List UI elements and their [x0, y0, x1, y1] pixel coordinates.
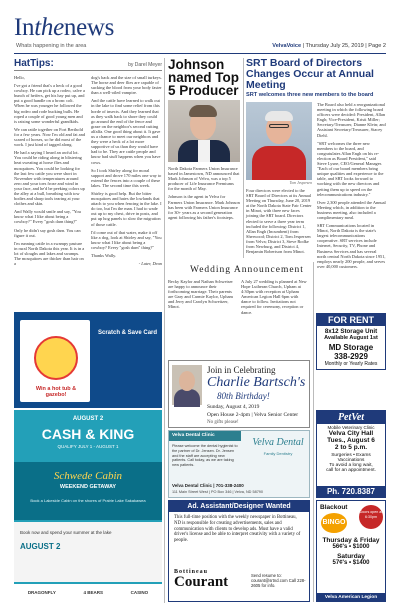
cash-title: CASH & KING	[41, 426, 135, 442]
bingo-schedule: Thursday & Friday 56¢'s • $1000 Saturday 57¢'s • $1400	[322, 537, 380, 566]
cabin-sub: WEEKEND GETAWAY	[59, 484, 117, 490]
charlie-photo	[172, 365, 202, 405]
paragraph: Johnson is the agent in Velva for Farmers Union Insurance. Mark Johnson has been with Farmers Union Insurance for 30+ years as a second generation agent following his father's footsteps.	[168, 194, 240, 220]
birthday-place: Open House 2-4pm | Velva Senior Center	[207, 412, 299, 418]
for-rent-body	[317, 328, 385, 367]
job-ad-header: Ad. Assistant/Designer Wanted	[169, 501, 309, 512]
petvet-header: PetVet	[317, 411, 385, 424]
petvet-body: Mobile Veterinary Clinic Velva City Hall Tues., August 6 2 to 5 p.m. Surgeries • Exams Vaccinations To avoid a long wait, call for an appointment.	[326, 425, 376, 473]
birthday-line: 80th Birthday!	[217, 391, 270, 401]
srt-right-col	[317, 102, 386, 272]
cash-promo	[14, 522, 162, 582]
bingo-ball: BINGO	[321, 513, 347, 533]
scratch-card-ad	[14, 312, 162, 408]
wedding-col-2: A July 27 wedding is planned at New Hope Lutheran Church, Upham at 4:30pm with reception at Upham American Legion Hall 6pm with dance to follow. Invitations not required for ceremony, reception or dance.	[241, 279, 307, 315]
wedding-col-1: Becky Kaylor and Nathan Schweiser are happy to announce their forthcoming marriage. Their parents are Gary and Carmie Kaylor, Upham and Jerry and Carolyn Schweitzer, Minot.	[168, 279, 233, 310]
promo-line: Book now and spend your summer at the lake	[20, 530, 112, 535]
paragraph: Shirley is good help. But the bitter mosquitoes and hates the lowlands that attach to you when fencing in the lake. I do too, but I'm the man. I had to wade out up to my chest, drive in posts, and put up hog panels to slow the migration of those cattle.	[91, 190, 162, 227]
paragraph: Only he didn't say gosh darn. You can figure it out.	[14, 227, 81, 238]
scratch-promo: Scratch & Save Card	[98, 330, 158, 336]
courant-logo: Bottineau Courant	[174, 569, 229, 590]
srt-subheadline: SRT welcomes three new members to the board	[246, 92, 374, 98]
hat-tips-col-2	[91, 75, 162, 269]
cash-sub: QUALIFY JULY 1 - AUGUST 1	[57, 444, 119, 449]
cash-and-king-ad	[14, 410, 162, 600]
hat-tips-header	[14, 58, 162, 71]
johnson-photo	[168, 100, 240, 162]
dental-ad	[168, 430, 310, 498]
signature: - Later, Dean	[138, 261, 162, 267]
masthead-rule	[14, 53, 386, 54]
rent-line: Available August 1st	[324, 335, 378, 341]
cabin-title: Schwede Cabin	[53, 470, 123, 482]
srt-photo	[246, 102, 312, 180]
hat-tips-title: HatTips:	[14, 58, 54, 69]
job-ad-text: This full-time position with the weekly newspaper in Bottineau, ND is responsible for creating advertisements, sales and communication with clients to develop ads. Must have a valid driver's license and be able to interpret creativity with a variety of people.	[174, 515, 301, 544]
paragraph: I've got a friend that's a heck of a good cowboy. He can pick up a rodeo, calve a bunch of heifers, get his hay put up, and put a good handle on a bronc colt. When he was younger he followed the big rodeo and rode bucking bulls. He roped a couple of good young men and is raising some wonderful grandkids.	[14, 83, 85, 124]
birthday-note: No gifts please!	[207, 420, 239, 425]
paragraph: Four directors were elected to the SRT Board of Directors at its Annual Meeting on Thursday, June 20, 2019 at the North Dakota State Fair Center in Minot, with three new faces joining the SRT board. Directors elected to serve a three year term included the following: District 1, Allan Engh (Incumbent) from Sherwood; District 2, Tom Jespersen from Velva; District 3, Steve Rodke from Newburg, and District 4, Benjamin Robertson from Minot.	[246, 188, 312, 255]
dental-address: 111 Main Street West | PO Box 346 | Velva, ND 58790	[172, 490, 264, 494]
paragraph: The Board also held a reorganizational meeting in which the following board officers were decided: President, Allan Engh; Vice-President, Kristi Miller; Secretary/Treasurer, Dianne Klein; and Assistant Secretary/Treasurer, Stacey Diehl.	[317, 102, 386, 138]
dental-header: Velva Dental Clinic	[169, 431, 241, 441]
rent-rates: Monthly or Yearly Rates	[324, 361, 378, 367]
johnson-article	[168, 58, 240, 223]
wedding-announcement	[168, 265, 310, 315]
paragraph: I'm running cattle in a swampy pasture in rural North Dakota this year. It is in a lot of sloughs and lakes and swamps. The mosquitoes are thicker than hair on a	[14, 240, 85, 267]
hat-tips-col-1	[14, 75, 85, 269]
bingo-badge: Doors open at 6:30pm	[359, 505, 383, 529]
wedding-title: Wedding Announcement	[190, 265, 304, 275]
dental-phone: Velva Dental Clinic | 701-338-2400	[172, 483, 244, 488]
birthday-ad	[168, 360, 310, 428]
star-icon	[34, 336, 78, 380]
section-title: Inthenews	[14, 14, 115, 41]
promo-date: AUGUST 2	[20, 542, 61, 551]
rent-company: MD Storage	[328, 343, 374, 352]
column-divider	[164, 58, 165, 603]
paragraph: I'd come out of that water, make it off like a dog, look at Shirley and say, "You know what I like about being a cowboy? Every "gosh darn" thing?"	[91, 229, 162, 250]
rent-phone: 338-2929	[334, 352, 368, 361]
logo-text: DRAGONFLY	[27, 589, 56, 595]
casino-logos	[14, 584, 162, 600]
job-ad	[168, 500, 310, 602]
bingo-ad	[316, 500, 386, 602]
for-rent-ad	[316, 313, 386, 370]
srt-left-text	[246, 188, 312, 254]
cabin-desc: Book a Lakeside Cabin on the shores of Prairie Lake Sakakawea	[30, 498, 146, 503]
birthday-name: Charlie Bartsch's	[207, 375, 306, 390]
bingo-title: Blackout	[320, 504, 348, 511]
bingo-footer: Velva American Legion	[317, 593, 385, 601]
paragraph: Hello,	[14, 75, 25, 80]
issue-info: VelvaVoice | Thursday July 25, 2019 | Page 2	[272, 43, 386, 49]
dental-logo: Velva Dental	[252, 437, 304, 448]
paragraph: North Dakota Farmers Union Insurance based in Jamestown, ND announced that Mark Johnson of Velva, was a top 5 producer of Life Insurance Premiums for the month of May.	[168, 166, 240, 192]
hat-tips-byline: by Darel Meyer	[128, 62, 162, 68]
paragraph: He had a saying I heard an awful lot. You could be riding along in blistering heat sweating at horse flies and mosquitoes. You could be looking for the last few cattle you were short in November with temperatures around zero and your toes froze and wind in your face, and he'd be peeking colors up the alley at a bull, breathing with tow bodies and sharp tools tearing at your clothes and skin.	[14, 150, 85, 207]
paragraph: We can rattle together on Fort Berthold for a few years. Now I'm old and fat and scared of horses, so he did most of the work. I just kind of tagged along.	[14, 126, 86, 148]
paragraph: And Wally would smile and say, "You know what I like about being a cowboy?" Every "gosh darn thing?"	[14, 209, 81, 225]
dental-logo-sub: Family Dentistry	[263, 451, 293, 456]
paragraph: And the cattle have learned to walk out in the lake to find some relief from this horde of insects. And they learned that as they walk back to shore they could go around the end of the fence and graze on the neighbor's second cutting alfalfa. One good thing about it. It gave us a chance to meet our neighbors and they were a heck of a lot more supportive of us than they would have had to be. They are cattle people and know bad stuff happens when you have cows.	[91, 98, 161, 165]
photo-caption: Tom Jespersen	[289, 181, 312, 185]
hat-tips-body	[14, 75, 162, 269]
paragraph: "SRT welcomes the three new members to the board, and congratulates Allan Engh on his re-election as Board President," said Steve Lysne, CEO/General Manager. "Each of our board members bring unique qualities and experience to the table, and SRT looks forward to working with the new directors and getting them up to speed on the telecommunications industry."	[317, 140, 384, 197]
johnson-headline: Johnson named Top 5 Producer	[168, 57, 240, 98]
column-divider	[313, 262, 314, 602]
scratch-prize: Win a hot tub & gazebo!	[35, 386, 77, 398]
hat-tips-column	[14, 58, 162, 269]
srt-article	[246, 58, 386, 272]
section-subtitle: Whats happening in the area	[16, 43, 87, 49]
logo-text: CASINO	[130, 589, 149, 595]
for-rent-header: FOR RENT	[317, 314, 385, 326]
rent-line: 8x12 Storage Unit	[324, 328, 378, 335]
birthday-date: Sunday, August 4, 2019	[207, 404, 260, 410]
logo-text: 4 BEARS	[83, 589, 104, 595]
paragraph: So I took Shirley along for moral support and drove 170 miles one way to extend the fences into a couple of these lakes. The second time this week.	[91, 167, 162, 188]
paragraph: Over 2,300 people attended the Annual Meeting which, in addition to the business meeting, also included a complimentary meal.	[317, 199, 386, 220]
wedding-body	[168, 279, 310, 315]
srt-headline: SRT Board of Directors Changes Occur at Annual Meeting	[246, 57, 374, 91]
johnson-body	[168, 166, 240, 220]
paragraph: Thanks Wally.	[91, 253, 117, 258]
job-ad-contact: Send resume to: courant@srtnd.com Call 228-2605 for info.	[251, 573, 306, 589]
srt-left-col	[246, 102, 312, 272]
petvet-ad	[316, 410, 386, 498]
column-divider	[243, 58, 244, 258]
petvet-phone: Ph. 720.8387	[317, 486, 385, 497]
scratch-card	[20, 320, 90, 402]
birthday-line: Join in Celebrating	[207, 365, 276, 375]
cabin-band	[14, 462, 162, 520]
paragraph: SRT Communications located in Minot, North Dakota is the state's largest telecommunications cooperative. SRT services include Internet, Security, TV, Phone and Business Services and has several north central North Dakota since 1951, employs nearly 200 people, and serves over 40,000 customers.	[317, 223, 386, 269]
cash-date: AUGUST 2	[72, 416, 104, 422]
masthead	[14, 14, 386, 54]
srt-body	[246, 102, 386, 272]
dental-text: Please welcome the dental hygienist to the partner of Dr. Jensen. Dr. Jensen and the staff are accepting new patients. Call today, as we are taking new patients.	[172, 444, 238, 468]
paragraph: dog's back and the size of small turkeys. The horse and deer flies are capable of sucking the blood from your body faster than a well-oiled vampire.	[91, 75, 162, 96]
